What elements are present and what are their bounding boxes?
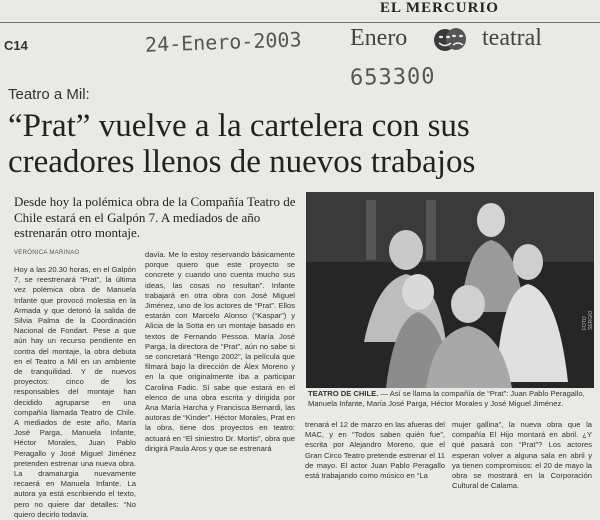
article-column-4: mujer gallina”, la nueva obra que la compañía El Hijo montará en abril. ¿Y qué pasará con “Prat”? Los actores esperan volver a alguna sala en abril y ya tienen compromisos: el 20 de mayo la obra se mostrará en la Corporación Cultural de Calama. xyxy=(452,420,592,491)
page-number: C14 xyxy=(4,38,28,53)
section-title-right: teatral xyxy=(482,25,542,51)
handwritten-number: 653300 xyxy=(349,64,436,91)
caption-text: — Así se llama la compañía de “Prat”: Juan Pablo Peragallo, Manuela Infante, María José Parga, Héctor Morales y José Miguel Jiménez. xyxy=(308,389,585,408)
article-headline: “Prat” vuelve a la cartelera con sus creadores llenos de nuevos trabajos xyxy=(8,108,476,180)
article-kicker: Teatro a Mil: xyxy=(8,86,90,103)
article-lead: Desde hoy la polémica obra de la Compañía Teatro de Chile estará en el Galpón 7. A mediados de año estrenarán otro montaje. xyxy=(14,194,296,240)
handwritten-date: 24-Enero-2003 xyxy=(144,27,302,57)
section-title-left: Enero xyxy=(350,25,408,51)
newspaper-name: EL MERCURIO xyxy=(380,0,499,16)
cast-photo xyxy=(306,192,594,388)
photo-caption xyxy=(308,389,593,408)
cast-photo-image xyxy=(306,192,594,388)
masthead xyxy=(0,0,600,23)
article-column-2: davía. Me lo estoy reservando básicamente porque quiero que este proyecto se concrete y cuando uno cuenta mucho sus ideas, las cosas no resultan”. Infante trabajará en otra obra con José Miguel Jiménez, uno de los actores de “Prat”. Ellos estarán con Marcelo Alonso (“Kaspar”) y Alicia de la Sotta en un montaje basado en textos de Fernando Pessoa. María José Parga, la directora de “Prat”, aún no sabe si se concretará “Rengo 2002”, la película que filmará bajo la dirección de Álex Moreno y en la que originalmente iba a participar Carolina Fadic. Sí sabe que estará en el elenco de una obra escrita y dirigida por Ana María Harcha y Francisca Bernardi, las autoras de “Kinder”. Héctor Morales, Prat en la obra, tiene dos proyectos en teatro: actuará en “El siniestro Dr. Mortis”, obra que dirigirá Paula Aros y que se estrenará xyxy=(145,250,295,453)
article-column-3: trenará el 12 de marzo en las afueras del MAC, y en “Todos saben quién fue”, escrita por Alejandro Moreno, que el Gran Circo Teatro pretende estrenar el 11 de mayo. El actor Juan Pablo Peragallo está trabajando como músico en “La xyxy=(305,420,445,481)
photo-credit: FOTO SERGIO xyxy=(582,310,594,330)
caption-title: TEATRO DE CHILE. xyxy=(308,389,379,398)
theatre-masks-icon xyxy=(430,26,470,54)
article-column-1: Hoy a las 20.30 horas, en el Galpón 7, se reestrenará “Prat”, la última vez polémica obra de Manuela Infante que provocó molestia en la Armada y que detonó la salida de Silvia Palma de la Coordinación Nacional de Fondart. Pese a que aún hay un recurso pendiente en contra del montaje, la obra debuta en el Teatro a Mil en un ambiente de tranquilidad. Y de nuevos proyectos: cinco de los responsables del montaje han decidido agruparse en una compañía llamada Teatro de Chile. A mediados de este año, María José Parga, Manuela Infante, Héctor Morales, Juan Pablo Peragallo y José Miguel Jiménez pretenden estrenar una nueva obra. La dramaturgia nuevamente recaerá en Manuela Infante. La autora ya está escribiendo el texto, pero no quiere dar detalles: “No quiero decirlo todavía. xyxy=(14,265,136,519)
article-byline: VERÓNICA MARINAO xyxy=(14,250,80,256)
